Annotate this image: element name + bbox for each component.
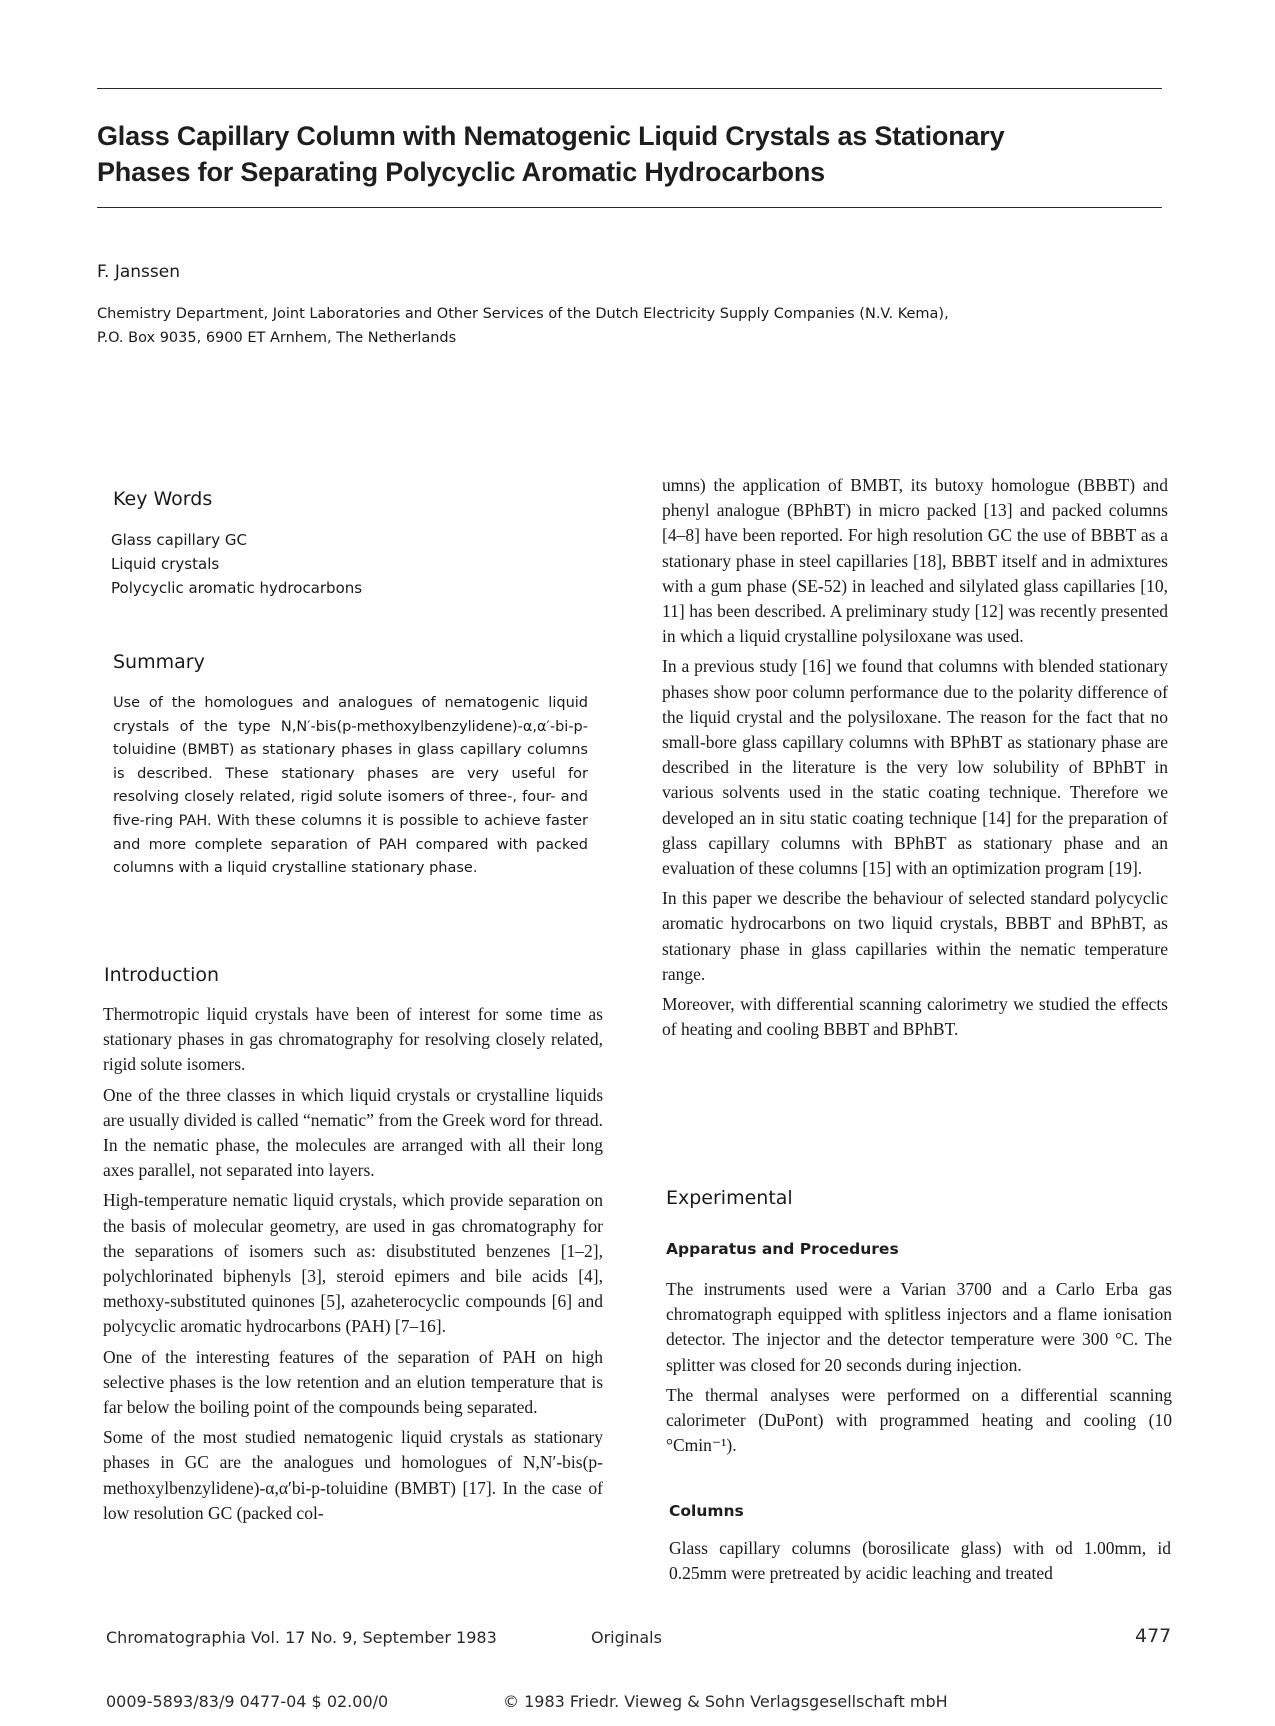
key-words-heading: Key Words bbox=[113, 488, 213, 510]
paragraph: The thermal analyses were performed on a differential scanning calorimeter (DuPont) with programmed heating and cooling (10 °Cmin⁻¹). bbox=[666, 1384, 1172, 1456]
author-name: F. Janssen bbox=[97, 262, 181, 282]
summary-heading: Summary bbox=[113, 651, 205, 673]
apparatus-heading: Apparatus and Procedures bbox=[666, 1240, 899, 1258]
paragraph: The instruments used were a Varian 3700 and a Carlo Erba gas chromatograph equipped with splitless injectors and a flame ionisation detector. The injector and the detector temperature were 300 °C. The splitter was closed for 20 seconds during injection. bbox=[666, 1279, 1172, 1375]
section-label: Originals bbox=[591, 1628, 662, 1647]
affiliation-line-2: P.O. Box 9035, 6900 ET Arnhem, The Netherlands bbox=[97, 330, 457, 346]
paper-title bbox=[97, 118, 1157, 190]
copyright-notice: © 1983 Friedr. Vieweg & Sohn Verlagsgesellschaft mbH bbox=[503, 1692, 948, 1711]
experimental-heading: Experimental bbox=[666, 1187, 793, 1209]
affiliation-line-1: Chemistry Department, Joint Laboratories and Other Services of the Dutch Electricity Supply Companies (N.V. Kema), bbox=[97, 306, 949, 322]
issn-code: 0009-5893/83/9 0477-04 $ 02.00/0 bbox=[106, 1692, 389, 1711]
paragraph: Some of the most studied nematogenic liquid crystals as stationary phases in GC are the analogues und homologues of N,N′-bis(p-methoxylbenzylidene)-α,α′bi-p-toluidine (BMBT) [17]. In the case of low resolution GC (packed col- bbox=[103, 1427, 603, 1523]
paragraph: In a previous study [16] we found that columns with blended stationary phases show poor column performance due to the polarity difference of the liquid crystal and the polysiloxane. The reason for the fact that no small-bore glass capillary columns with BPhBT as stationary phase are described in the literature is the very low solubility of BPhBT in various solvents used in the static coating technique. Therefore we developed an in situ static coating technique [14] for the preparation of glass capillary columns with BPhBT as stationary phase and an evaluation of these columns [15] with an optimization program [19]. bbox=[662, 656, 1168, 879]
key-word-item: Glass capillary GC bbox=[111, 531, 247, 549]
title-line-1: Glass Capillary Column with Nematogenic Liquid Crystals as Stationary bbox=[97, 121, 1005, 151]
author-affiliation bbox=[97, 302, 1157, 350]
introduction-body bbox=[103, 1002, 603, 1531]
key-words-list bbox=[111, 528, 362, 600]
key-word-item: Polycyclic aromatic hydrocarbons bbox=[111, 579, 363, 597]
title-line-2: Phases for Separating Polycyclic Aromatic Hydrocarbons bbox=[97, 157, 825, 187]
paragraph: In this paper we describe the behaviour of selected standard polycyclic aromatic hydrocarbons on two liquid crystals, BBBT and BPhBT, as stationary phase in glass capillaries within the nematic temperature range. bbox=[662, 888, 1168, 984]
paragraph: Thermotropic liquid crystals have been of interest for some time as stationary phases in gas chromatography for resolving closely related, rigid solute isomers. bbox=[103, 1004, 603, 1075]
paragraph: One of the interesting features of the separation of PAH on high selective phases is the low retention and an elution temperature that is far below the boiling point of the compounds being separated. bbox=[103, 1346, 603, 1418]
columns-body: Glass capillary columns (borosilicate glass) with od 1.00mm, id 0.25mm were pretreated by acidic leaching and treated bbox=[669, 1538, 1171, 1584]
introduction-continued bbox=[662, 473, 1168, 1047]
page-number: 477 bbox=[1135, 1625, 1172, 1647]
title-bottom-rule bbox=[97, 207, 1162, 208]
paragraph: umns) the application of BMBT, its butoxy homologue (BBBT) and phenyl analogue (BPhBT) in micro packed [13] and packed columns [4–8] have been reported. For high resolution GC the use of BBBT as a stationary phase in steel capillaries [18], BBBT itself and in admixtures with a gum phase (SE-52) in leached and silylated glass capillaries [10, 11] has been described. A preliminary study [12] was recently presented in which a liquid crystalline polysiloxane was used. bbox=[662, 475, 1168, 647]
paragraph: High-temperature nematic liquid crystals, which provide separation on the basis of molecular geometry, are used in gas chromatography for the separations of isomers such as: disubstituted benzenes [1–2], polychlorinated biphenyls [3], steroid epimers and bile acids [4], methoxy-substituted quinones [5], azaheterocyclic compounds [6] and polycyclic aromatic hydrocarbons (PAH) [7–16]. bbox=[103, 1190, 603, 1337]
top-rule bbox=[97, 88, 1162, 89]
journal-citation: Chromatographia Vol. 17 No. 9, September 1983 bbox=[106, 1628, 497, 1647]
apparatus-body bbox=[666, 1277, 1172, 1463]
summary-text: Use of the homologues and analogues of nematogenic liquid crystals of the type N,N′-bis(p-methoxylbenzylidene)-α,α′-bi-p-toluidine (BMBT) as stationary phases in glass capillary columns is described. These stationary phases are very useful for resolving closely related, rigid solute isomers of three-, four- and five-ring PAH. With these columns it is possible to achieve faster and more complete separation of PAH compared with packed columns with a liquid crystalline stationary phase. bbox=[113, 695, 588, 877]
paragraph: One of the three classes in which liquid crystals or crystalline liquids are usually divided is called “nematic” from the Greek word for thread. In the nematic phase, the molecules are arranged with all their long axes parallel, not separated into layers. bbox=[103, 1084, 603, 1181]
columns-heading: Columns bbox=[669, 1502, 744, 1520]
paragraph: Moreover, with differential scanning calorimetry we studied the effects of heating and cooling BBBT and BPhBT. bbox=[662, 994, 1168, 1040]
key-word-item: Liquid crystals bbox=[111, 555, 220, 573]
introduction-heading: Introduction bbox=[104, 964, 220, 986]
